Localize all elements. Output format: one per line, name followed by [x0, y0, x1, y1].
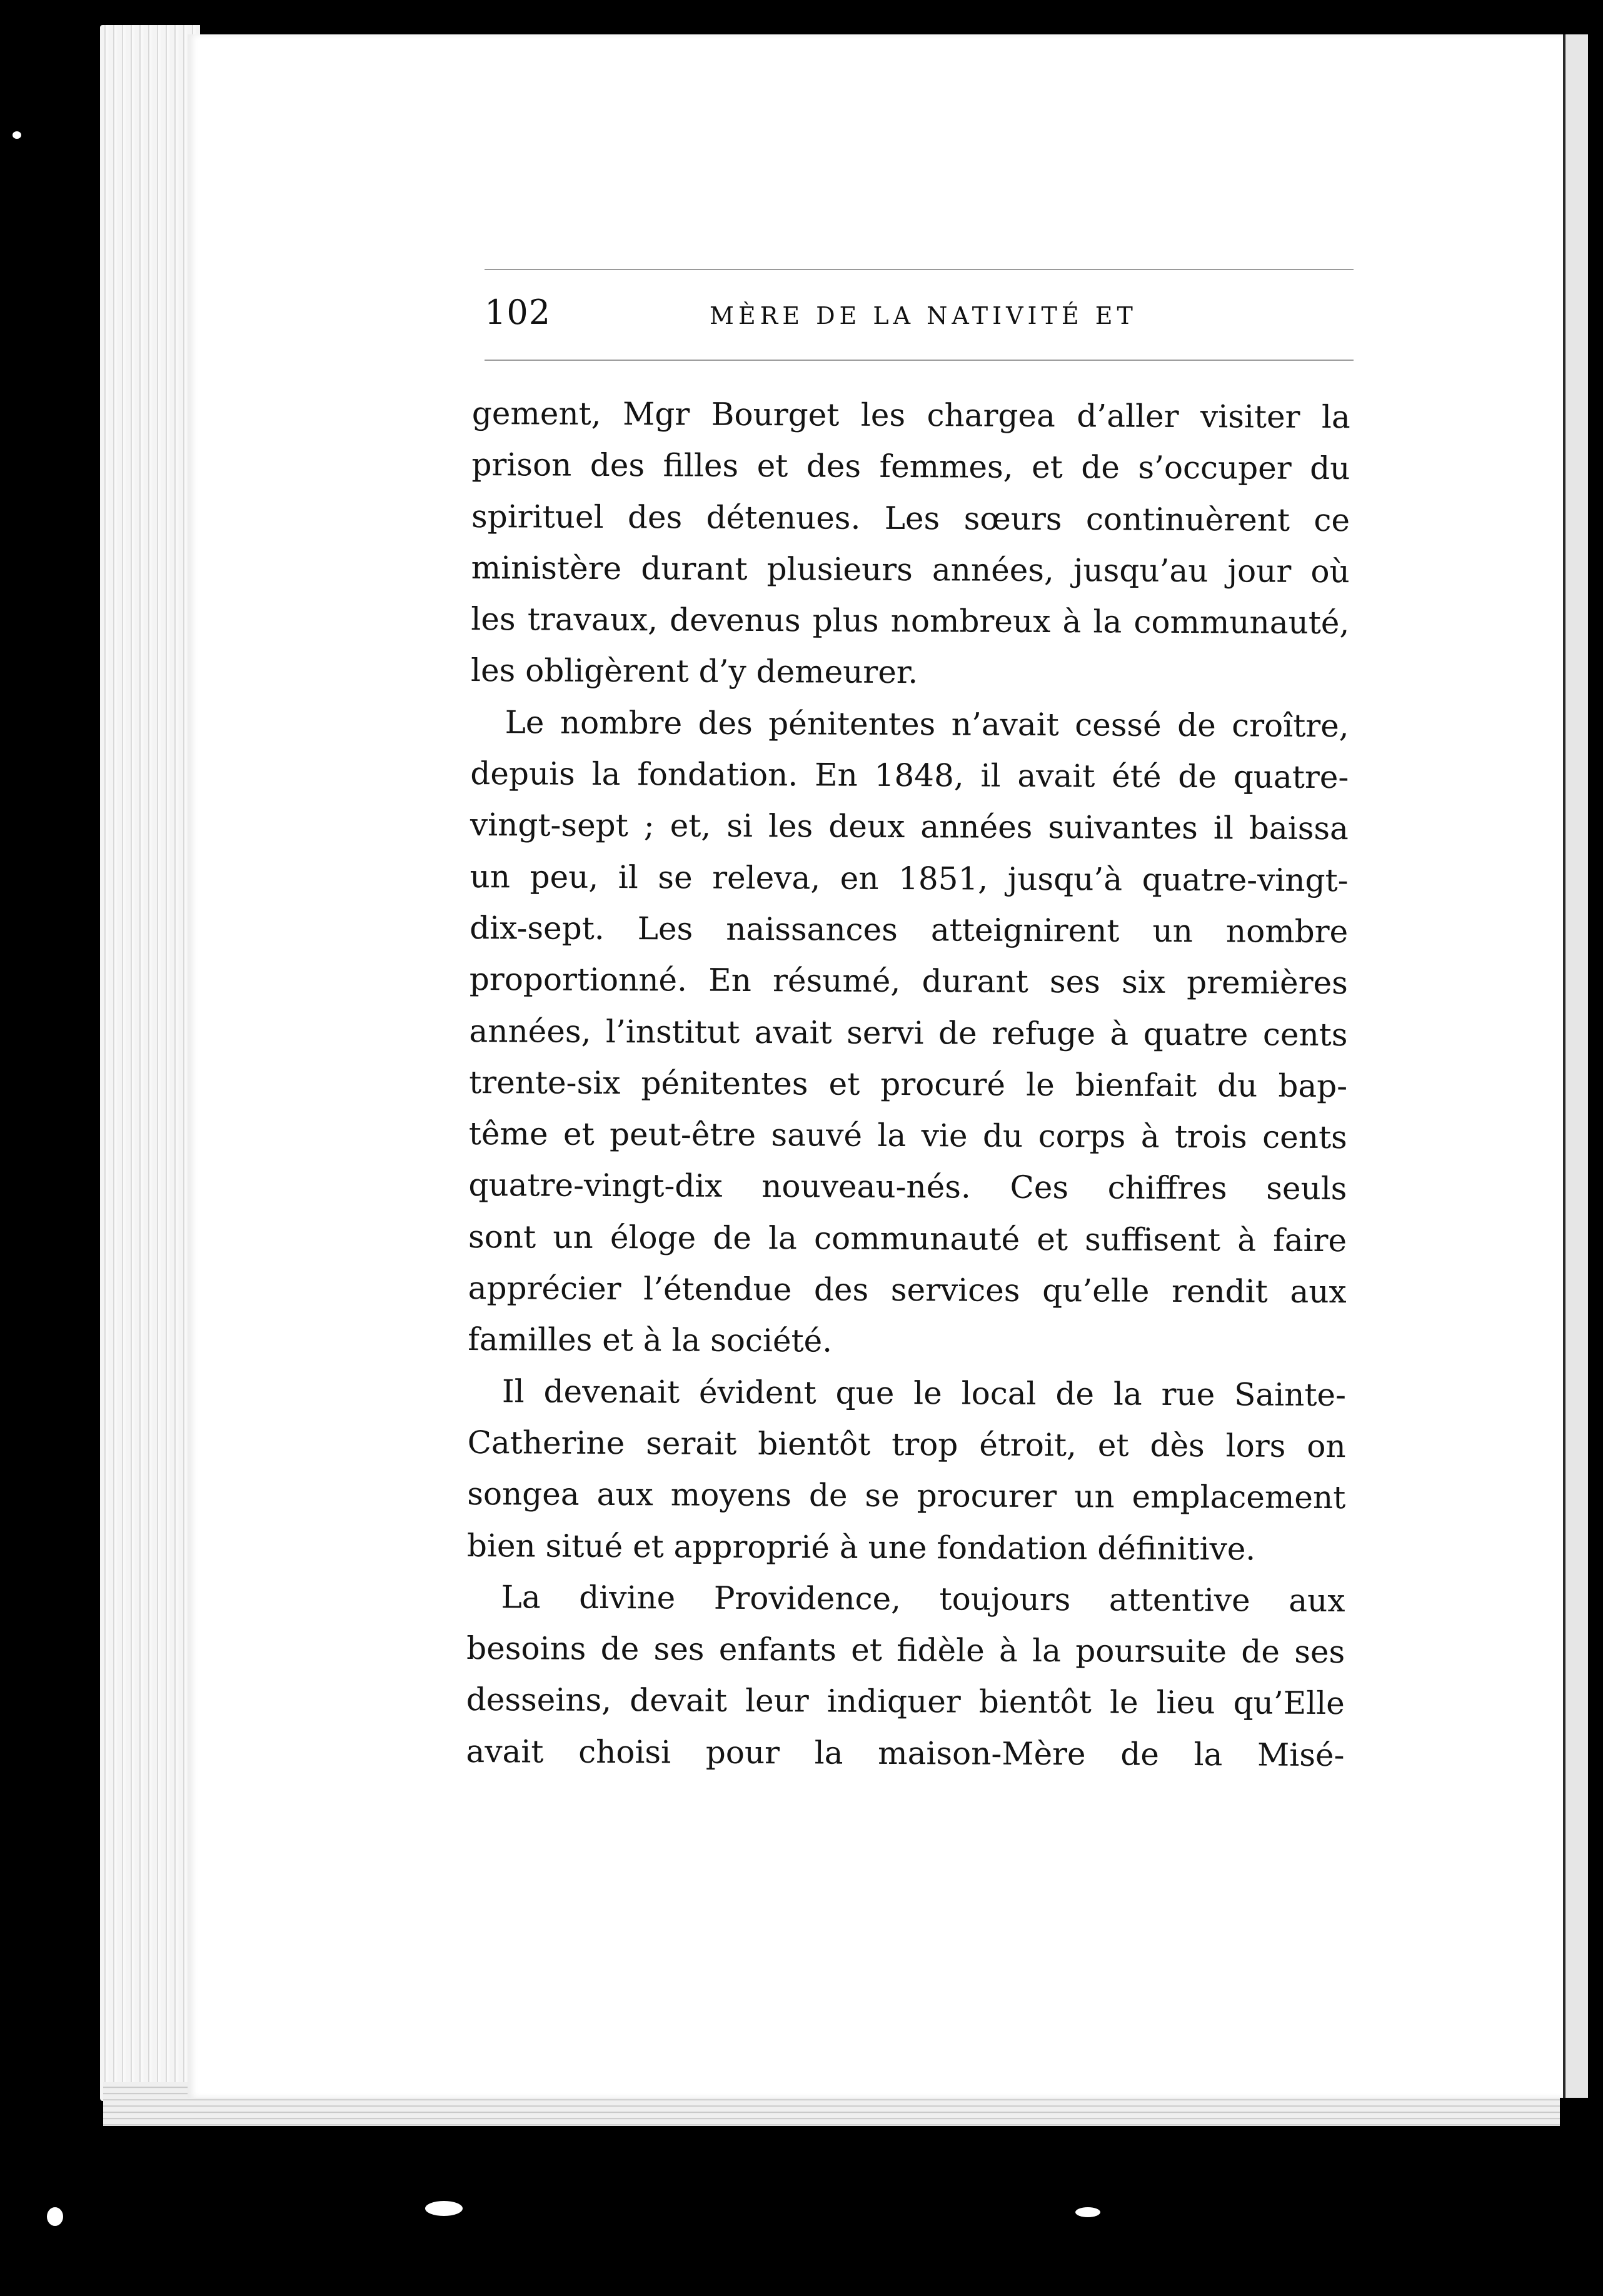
text-line: prison des filles et des femmes, et de s’occuper du	[471, 446, 1350, 487]
running-title: MÈRE DE LA NATIVITÉ ET	[710, 302, 1137, 330]
scan-speck	[13, 131, 21, 139]
text-line: apprécier l’étendue des services qu’elle rendit aux	[468, 1270, 1347, 1311]
page-number: 102	[485, 293, 551, 332]
text-line: gement, Mgr Bourget les chargea d’aller visiter la	[471, 395, 1350, 436]
text-line: desseins, devait leur indiquer bientôt le lieu qu’Elle	[466, 1681, 1345, 1722]
text-line: vingt-sept ; et, si les deux années suivantes il baissa	[470, 807, 1349, 847]
text-line: La divine Providence, toujours attentive aux	[501, 1579, 1345, 1619]
text-line: les travaux, devenus plus nombreux à la communauté,	[471, 601, 1350, 642]
text-line: familles et à la société.	[468, 1321, 833, 1359]
header-rule-bottom	[485, 360, 1354, 361]
scan-speck	[425, 2201, 463, 2216]
header-rule-top	[485, 269, 1354, 270]
text-line: besoins de ses enfants et fidèle à la poursuite de ses	[466, 1630, 1345, 1671]
text-line: tême et peut-être sauvé la vie du corps à trois cents	[468, 1115, 1347, 1156]
scan-speck	[47, 2207, 63, 2226]
page-edges-left	[100, 25, 200, 2101]
text-line: les obligèrent d’y demeurer.	[470, 652, 918, 691]
adjacent-page-edge	[1565, 34, 1588, 2098]
text-line: bien situé et approprié à une fondation définitive.	[466, 1527, 1256, 1568]
text-line: ministère durant plusieurs années, jusqu’au jour où	[471, 549, 1350, 590]
text-line: sont un éloge de la communauté et suffisent à faire	[468, 1218, 1347, 1259]
text-line: un peu, il se releva, en 1851, jusqu’à quatre-vingt-	[470, 858, 1349, 899]
text-line: songea aux moyens de se procurer un emplacement	[467, 1476, 1346, 1516]
text-line: spirituel des détenues. Les sœurs continuèrent ce	[471, 498, 1350, 538]
text-line: avait choisi pour la maison-Mère de la Misé-	[466, 1733, 1345, 1773]
text-line: trente-six pénitentes et procuré le bienfait du bap-	[469, 1064, 1348, 1104]
body-text	[466, 388, 1350, 1781]
scan-speck	[1075, 2207, 1100, 2217]
text-line: années, l’institut avait servi de refuge à quatre cents	[469, 1012, 1348, 1053]
running-head	[485, 275, 1354, 350]
text-line: depuis la fondation. En 1848, il avait été de quatre-	[470, 755, 1349, 796]
text-line: dix-sept. Les naissances atteignirent un nombre	[470, 909, 1349, 950]
text-line: Catherine serait bientôt trop étroit, et dès lors on	[467, 1424, 1346, 1465]
text-line: proportionné. En résumé, durant ses six premières	[469, 961, 1348, 1002]
text-line: Le nombre des pénitentes n’avait cessé de croître,	[505, 704, 1349, 744]
text-line: Il devenait évident que le local de la rue Sainte-	[501, 1372, 1347, 1413]
text-line: quatre-vingt-dix nouveau-nés. Ces chiffres seuls	[468, 1167, 1347, 1207]
